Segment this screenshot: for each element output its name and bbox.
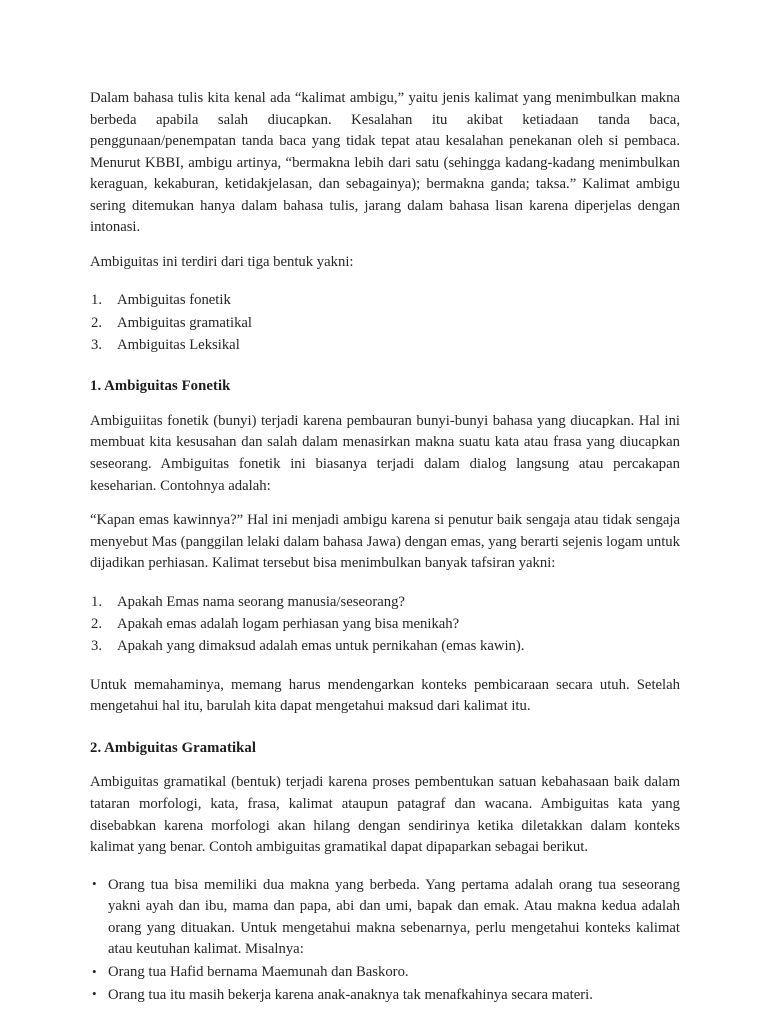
heading-ambiguitas-gramatikal: 2. Ambiguitas Gramatikal [90,739,257,756]
list-item: Apakah emas adalah logam perhiasan yang bisa menikah? [117,616,460,633]
intro-paragraph: Dalam bahasa tulis kita kenal ada “kalimat ambigu,” yaitu jenis kalimat yang menimbulkan makna berbeda apabila salah diucapkan. Kesalahan itu akibat ketiadaan tanda baca, penggunaan/penempatan tanda baca yang tidak tepat atau kesalahan penekanan oleh si pembaca. Menurut KBBI, ambigu artinya, “bermakna lebih dari satu (sehingga kadang-kadang menimbulkan keraguan, kekaburan, ketidakjelasan, dan sebagainya); bermakna ganda; taksa.” Kalimat ambigu sering ditemukan hanya dalam bahasa tulis, jarang dalam bahasa lisan karena diperjelas dengan intonasi. [90,90,680,236]
list-item: Ambiguitas gramatikal [117,314,253,331]
forms-lead-paragraph: Ambiguitas ini terdiri dari tiga bentuk yakni: [90,253,354,270]
gramatikal-body-paragraph: Ambiguitas gramatikal (bentuk) terjadi karena proses pembentukan satuan kebahasaan baik dalam tataran morfologi, kata, frasa, kalimat ataupun patagraf dan wacana. Ambiguitas kata yang disebabkan karena morfologi akan hilang dengan sendirinya ketika diletakkan dalam konteks kalimat yang benar. Contoh ambiguitas gramatikal dapat dipaparkan sebagai berikut. [90,774,680,856]
heading-ambiguitas-fonetik: 1. Ambiguitas Fonetik [90,378,231,395]
list-item: • Orang tua bisa memiliki dua makna yang berbeda. Yang pertama adalah orang tua seseorang yakni ayah dan ibu, mama dan papa, abi dan umi, bapak dan emak. Atau makna kedua adalah orang yang dituakan. Untuk mengetahui makna sebenarnya, perlu mengetahui konteks kalimat atau keutuhan kalimat. Misalnya: [90,875,680,961]
emas-example-paragraph: “Kapan emas kawinnya?” Hal ini menjadi ambigu karena si penutur baik sengaja atau tidak sengaja menyebut Mas (panggilan lelaki dalam bahasa Jawa) dengan emas, yang berarti sejenis logam untuk dijadikan perhiasan. Kalimat tersebut bisa menimbulkan banyak tafsiran yakni: [90,512,680,572]
interpretations-list [90,592,680,658]
list-item: Apakah yang dimaksud adalah emas untuk pernikahan (emas kawin). [117,638,525,655]
understanding-paragraph: Untuk memahaminya, memang harus mendengarkan konteks pembicaraan secara utuh. Setelah mengetahui hal itu, barulah kita dapat mengetahui maksud dari kalimat itu. [90,676,680,715]
ambiguity-forms-list [90,290,680,356]
fonetik-body-paragraph: Ambiguiitas fonetik (bunyi) terjadi karena pembauran bunyi-bunyi bahasa yang diucapkan. Hal ini membuat kita kesusahan dan salah dalam menasirkan makna suatu kata atau frasa yang diucapkan seseorang. Ambiguitas fonetik ini biasanya terjadi dalam dialog langsung atau percakapan keseharian. Contohnya adalah: [90,412,680,494]
list-item: Apakah Emas nama seorang manusia/seseorang? [117,593,405,610]
list-item: Ambiguitas fonetik [117,292,231,309]
list-item: Ambiguitas Leksikal [117,337,240,354]
list-item: • Orang tua itu masih bekerja karena anak-anaknya tak menafkahinya secara materi. [90,985,680,1007]
document-body [90,88,680,1007]
list-item: • Orang tua Hafid bernama Maemunah dan Baskoro. [90,962,680,984]
gramatikal-examples-list [90,875,680,1007]
